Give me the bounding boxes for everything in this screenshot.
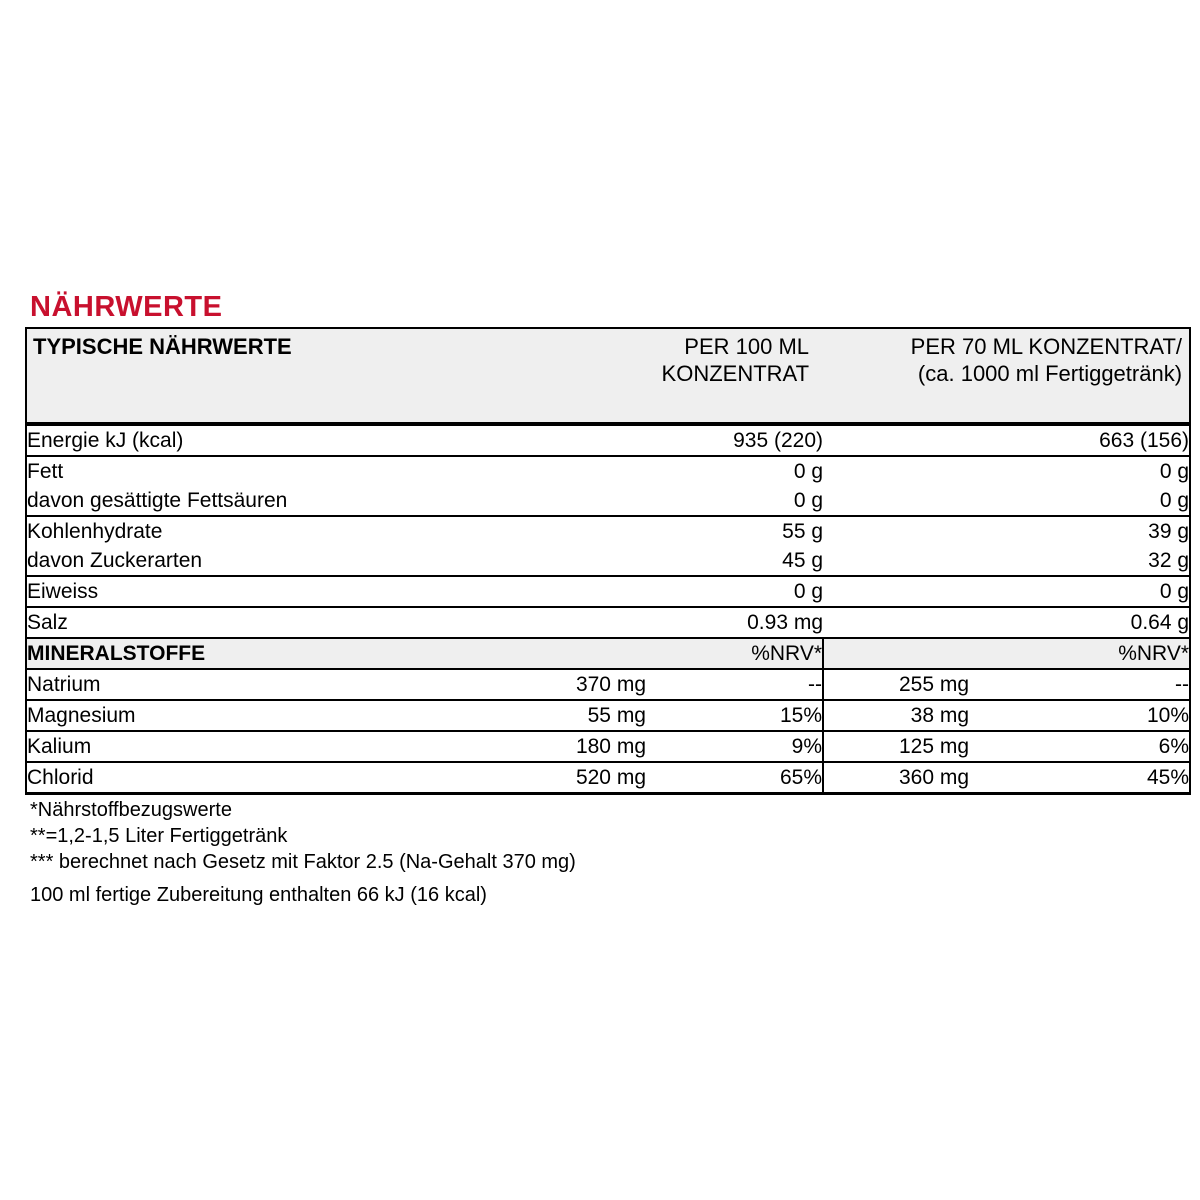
nutrient-row-salz: [26, 607, 1190, 638]
mineral-label: Natrium: [26, 669, 456, 700]
header-per-100ml-konzentrat: [456, 328, 823, 424]
mineral-row-magnesium: [26, 700, 1190, 731]
value-per-70ml: 0 g: [823, 576, 1190, 607]
header-per-70ml-line1: PER 70 ML KONZENTRAT/: [910, 334, 1183, 359]
value-per-70ml: 32 g: [823, 546, 1190, 576]
value-per-70ml: 663 (156): [823, 424, 1190, 456]
value-per-100ml: 0 g: [456, 576, 823, 607]
value-per-100ml: 0 g: [793, 459, 824, 483]
nrv-header-per-70ml: %NRV*: [823, 638, 1190, 669]
mineral-amount-per-70ml: 360 mg: [823, 762, 969, 794]
mineral-nrv-per-70ml: --: [969, 669, 1190, 700]
value-per-70ml: 0 g: [823, 456, 1190, 486]
page-title: NÄHRWERTE: [30, 291, 223, 323]
nutrient-label: Fett: [26, 456, 456, 486]
footnote-nrv: *Nährstoffbezugswerte: [30, 799, 232, 821]
nutrient-row-fett: [26, 456, 1190, 486]
mineral-amount-per-100ml: 520 mg: [456, 762, 646, 794]
nutrient-row-eiweiss: [26, 576, 1190, 607]
value-per-100ml: 45 g: [456, 546, 823, 576]
nutrient-label: Kohlenhydrate: [26, 516, 456, 546]
table-header-row: [26, 328, 1190, 424]
value-per-70ml: 0 g: [823, 486, 1190, 516]
value-per-100ml: 55 g: [782, 519, 824, 543]
nutrient-row-kohlenhydrate: [26, 516, 1190, 546]
nutrition-table: [25, 327, 1191, 795]
header-per-100ml-line1: PER 100 ML: [684, 334, 810, 359]
value-per-70ml: 39 g: [823, 516, 1190, 546]
value-per-100ml: 0.93 mg: [456, 607, 823, 638]
minerals-header-row: [26, 638, 1190, 669]
nutrient-label: Salz: [26, 607, 456, 638]
mineral-label: Chlorid: [26, 762, 456, 794]
footnote-liter: **=1,2-1,5 Liter Fertiggetränk: [30, 825, 288, 847]
header-typical-nutrients: TYPISCHE NÄHRWERTE: [26, 328, 456, 424]
nutrient-label: Energie kJ (kcal): [26, 424, 456, 456]
nutrient-row-energie: [26, 424, 1190, 456]
mineral-nrv-per-100ml: 15%: [646, 700, 823, 731]
mineral-label: Magnesium: [26, 700, 456, 731]
nutrient-sublabel: davon gesättigte Fettsäuren: [26, 486, 456, 516]
mineral-amount-per-100ml: 55 mg: [456, 700, 646, 731]
value-per-100ml: 935 (220): [456, 424, 823, 456]
mineral-amount-per-70ml: 38 mg: [823, 700, 969, 731]
mineral-row-natrium: [26, 669, 1190, 700]
mineral-row-chlorid: [26, 762, 1190, 794]
mineral-label: Kalium: [26, 731, 456, 762]
mineral-row-kalium: [26, 731, 1190, 762]
mineral-amount-per-100ml: 370 mg: [456, 669, 646, 700]
mineral-nrv-per-70ml: 10%: [969, 700, 1190, 731]
header-per-100ml-line2: KONZENTRAT: [661, 361, 810, 386]
nutrient-label: Eiweiss: [26, 576, 456, 607]
value-per-100ml: 0 g: [456, 486, 823, 516]
value-per-70ml: 0.64 g: [823, 607, 1190, 638]
mineral-nrv-per-70ml: 6%: [969, 731, 1190, 762]
mineral-nrv-per-100ml: 9%: [646, 731, 823, 762]
nutrient-sublabel: davon Zuckerarten: [26, 546, 456, 576]
mineral-nrv-per-70ml: 45%: [969, 762, 1190, 794]
footnotes-block: [30, 797, 576, 908]
header-per-70ml-line2: (ca. 1000 ml Fertiggetränk): [917, 361, 1183, 386]
nutrient-row-zuckerarten: [26, 546, 1190, 576]
mineral-amount-per-100ml: 180 mg: [456, 731, 646, 762]
mineral-nrv-per-100ml: 65%: [646, 762, 823, 794]
nutrient-row-gesaettigte-fettsaeuren: [26, 486, 1190, 516]
mineral-amount-per-70ml: 125 mg: [823, 731, 969, 762]
mineral-amount-per-70ml: 255 mg: [823, 669, 969, 700]
header-per-70ml-konzentrat: [823, 328, 1190, 424]
preparation-note: 100 ml fertige Zubereitung enthalten 66 kJ (16 kcal): [30, 884, 487, 906]
footnote-faktor: *** berechnet nach Gesetz mit Faktor 2.5 (Na-Gehalt 370 mg): [30, 851, 576, 873]
nrv-header-per-100ml: %NRV*: [456, 638, 823, 669]
mineral-nrv-per-100ml: --: [646, 669, 823, 700]
minerals-section-title: MINERALSTOFFE: [26, 638, 456, 669]
